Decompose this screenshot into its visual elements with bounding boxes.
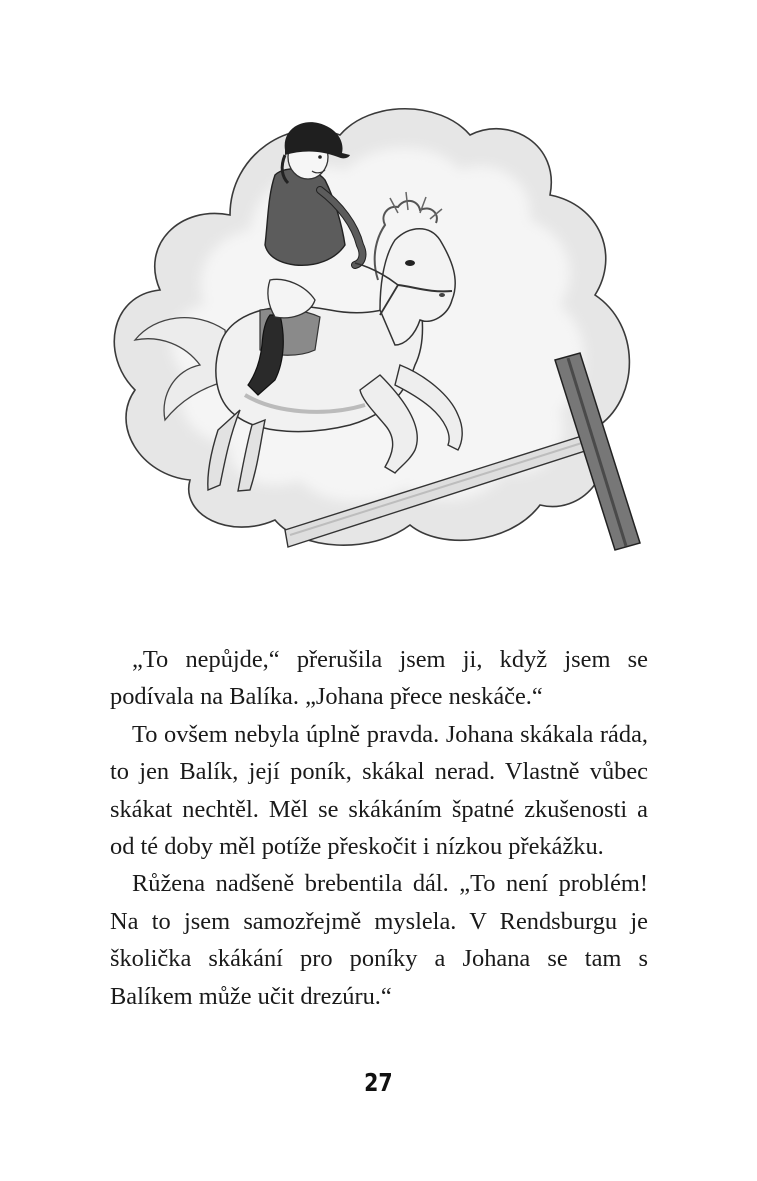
body-text <box>110 641 648 1015</box>
paragraph-3: Růžena nadšeně brebentila dál. „To není problém! Na to jsem samozřejmě myslela. V Rendsburgu je školička skákání pro poníky a Johana se tam s Balíkem může učit drezúru.“ <box>110 870 648 1010</box>
paragraph-1: „To nepůjde,“ přerušila jsem ji, když jsem se podívala na Balíka. „Johana přece neskáče.“ <box>110 646 648 711</box>
pony-jump-illustration <box>80 95 680 565</box>
paragraph-2: To ovšem nebyla úplně pravda. Johana skákala ráda, to jen Balík, její poník, skákal nerad. Vlastně vůbec skákat nechtěl. Měl se skákáním špatné zkušenosti a od té doby měl potíže přeskočit i nízkou překážku. <box>110 720 648 861</box>
page-number: 27 <box>364 1068 393 1097</box>
